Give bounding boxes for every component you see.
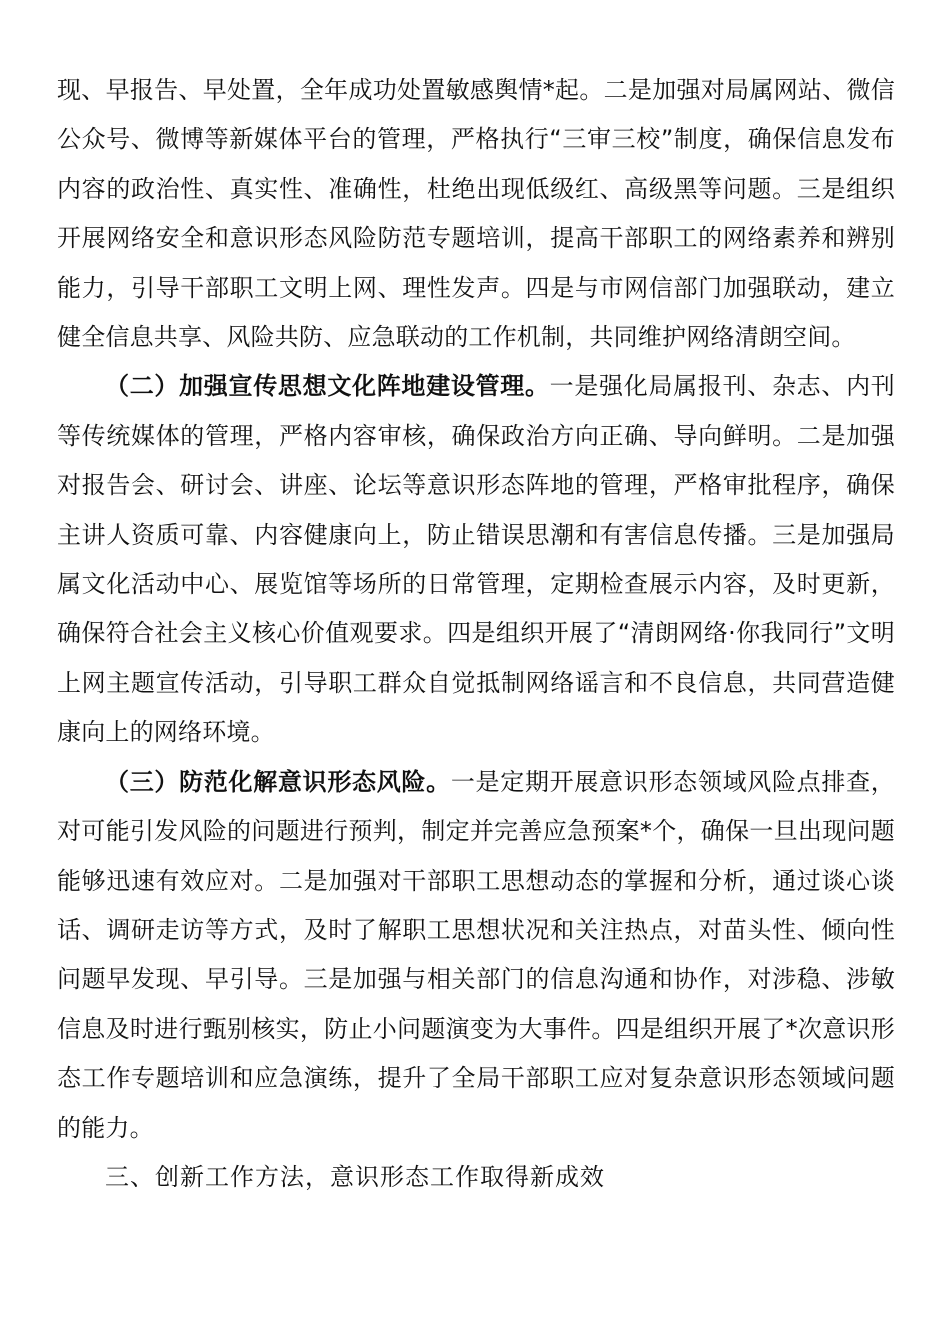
paragraph-text: 现、早报告、早处置，全年成功处置敏感舆情*起。二是加强对局属网站、微信公众号、微博等新媒体平台的管理，严格执行“三审三校”制度，确保信息发布内容的政治性、真实性、准确性，杜绝出现低级红、高级黑等问题。三是组织开展网络安全和意识形态风险防范专题培训，提高干部职工的网络素养和辨别能力，引导干部职工文明上网、理性发声。四是与市网信部门加强联动，建立健全信息共享、风险共防、应急联动的工作机制，共同维护网络清朗空间。	[57, 76, 895, 352]
paragraph-text: 一是强化局属报刊、杂志、内刊等传统媒体的管理，严格内容审核，确保政治方向正确、导向鲜明。二是加强对报告会、研讨会、讲座、论坛等意识形态阵地的管理，严格审批程序，确保主讲人资质可靠、内容健康向上，防止错误思潮和有害信息传播。三是加强局属文化活动中心、展览馆等场所的日常管理，定期检查展示内容，及时更新，确保符合社会主义核心价值观要求。四是组织开展了“清朗网络·你我同行”文明上网主题宣传活动，引导职工群众自觉抵制网络谣言和不良信息，共同营造健康向上的网络环境。	[57, 372, 895, 747]
paragraph-risk-prevention	[57, 758, 895, 1153]
subsection-heading-2: （二）加强宣传思想文化阵地建设管理。	[105, 372, 550, 401]
section-heading-3: 三、创新工作方法，意识形态工作取得新成效	[105, 1162, 605, 1191]
paragraph-cultural-positions	[57, 362, 895, 757]
document-page	[57, 66, 895, 1202]
subsection-heading-3: （三）防范化解意识形态风险。	[105, 767, 451, 796]
paragraph-network-management-continued	[57, 66, 895, 362]
paragraph-text: 一是定期开展意识形态领域风险点排查，对可能引发风险的问题进行预判，制定并完善应急预案*个，确保一旦出现问题能够迅速有效应对。二是加强对干部职工思想动态的掌握和分析，通过谈心谈话、调研走访等方式，及时了解职工思想状况和关注热点，对苗头性、倾向性问题早发现、早引导。三是加强与相关部门的信息沟通和协作，对涉稳、涉敏信息及时进行甄别核实，防止小问题演变为大事件。四是组织开展了*次意识形态工作专题培训和应急演练，提升了全局干部职工应对复杂意识形态领域问题的能力。	[57, 767, 895, 1142]
